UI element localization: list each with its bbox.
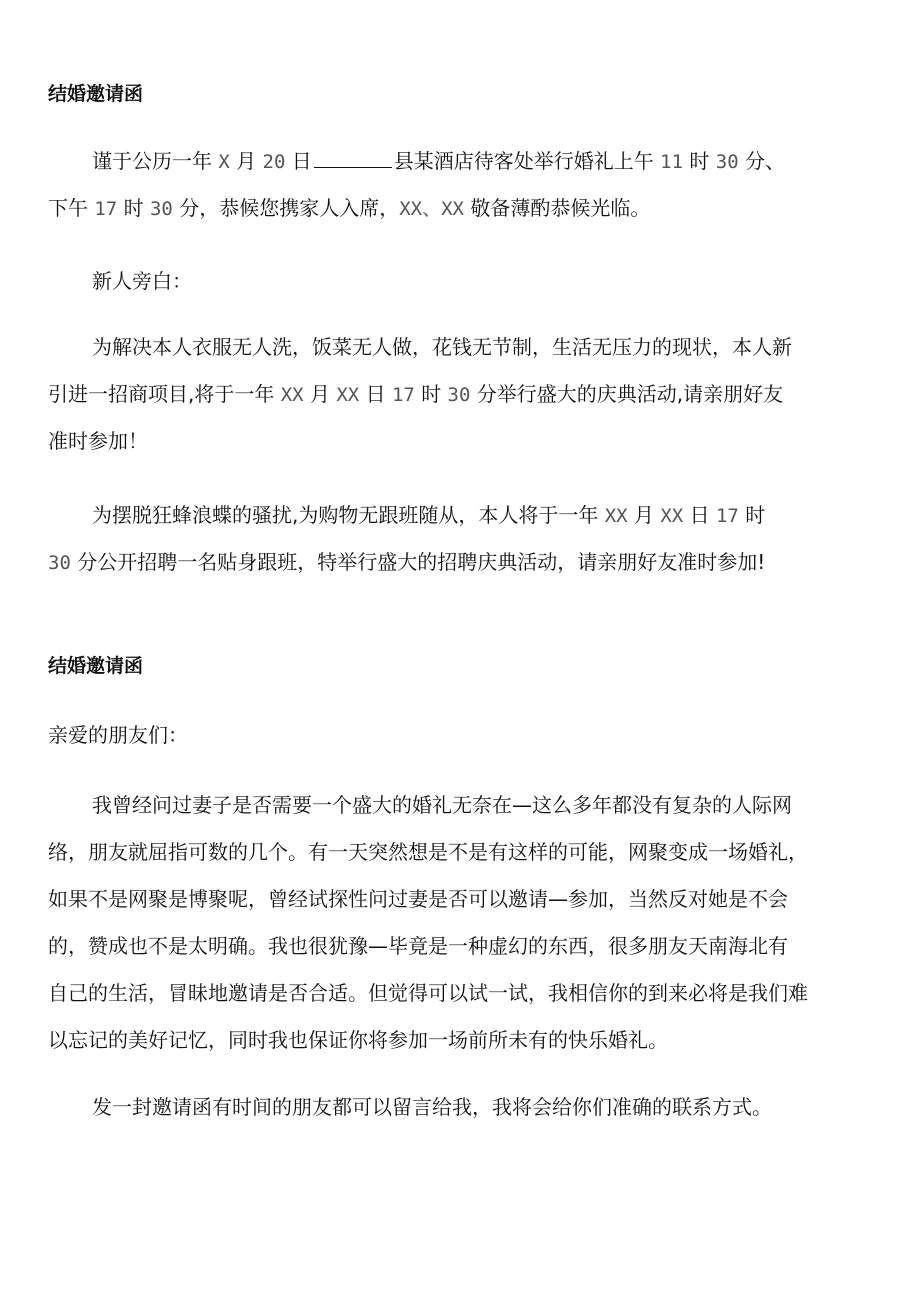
section1-paragraph-1 <box>48 138 878 232</box>
paragraph-line: 为摆脱狂蜂浪蝶的骚扰,为购物无跟班随从，本人将于一年 XX 月 XX 日 17 时 <box>92 503 766 527</box>
paragraph-line: 30 分公开招聘一名贴身跟班，特举行盛大的招聘庆典活动，请亲朋好友准时参加! <box>48 550 766 574</box>
paragraph-line: 谨于公历一年 X 月 20 日 县某酒店待客处举行婚礼上午 11 时 30 分、 <box>92 149 785 173</box>
section1-heading: 结婚邀请函 <box>48 83 144 105</box>
section2-heading: 结婚邀请函 <box>48 655 144 677</box>
section2-body: 我曾经问过妻子是否需要一个盛大的婚礼无奈在—这么多年都没有复杂的人际网 络，朋友就屈指可数的几个。有一天突然想是不是有这样的可能，网聚变成一场婚礼， 如果不是网聚是博聚呢，曾经试探性问过妻是否可以邀请—参加，当然反对她是不会 的，赞成也不是太明确。我也很犹豫—毕竟是一种虚幻的东西，很多朋友天南海北有 自己的生活，冒昧地邀请是否合适。但觉得可以试一试，我相信你的到来必将是我们难 以忘记的美好记忆，同时我也保证你将参加一场前所未有的快乐婚礼。 <box>48 793 808 1052</box>
section1-paragraph-4 <box>48 492 878 586</box>
section2-greeting: 亲爱的朋友们： <box>48 723 188 747</box>
section1-paragraph-3: 为解决本人衣服无人洗，饭菜无人做，花钱无节制，生活无压力的现状，本人新 引进一招商项目,将于一年 XX 月 XX 日 17 时 30 分举行盛大的庆典活动,请亲朋好友 准时参加！ <box>48 324 878 465</box>
paragraph-line: 下午 17 时 30 分，恭候您携家人入席，XX、XX 敬备薄酌恭候光临。 <box>48 196 651 220</box>
section2-closing: 发一封邀请函有时间的朋友都可以留言给我，我将会给你们准确的联系方式。 <box>92 1095 772 1119</box>
fill-in-blank <box>314 147 392 168</box>
section1-paragraph-2: 新人旁白： <box>92 269 192 293</box>
paragraph-line: 引进一招商项目,将于一年 XX 月 XX 日 17 时 30 分举行盛大的庆典活动,请亲朋好友 <box>48 382 784 406</box>
